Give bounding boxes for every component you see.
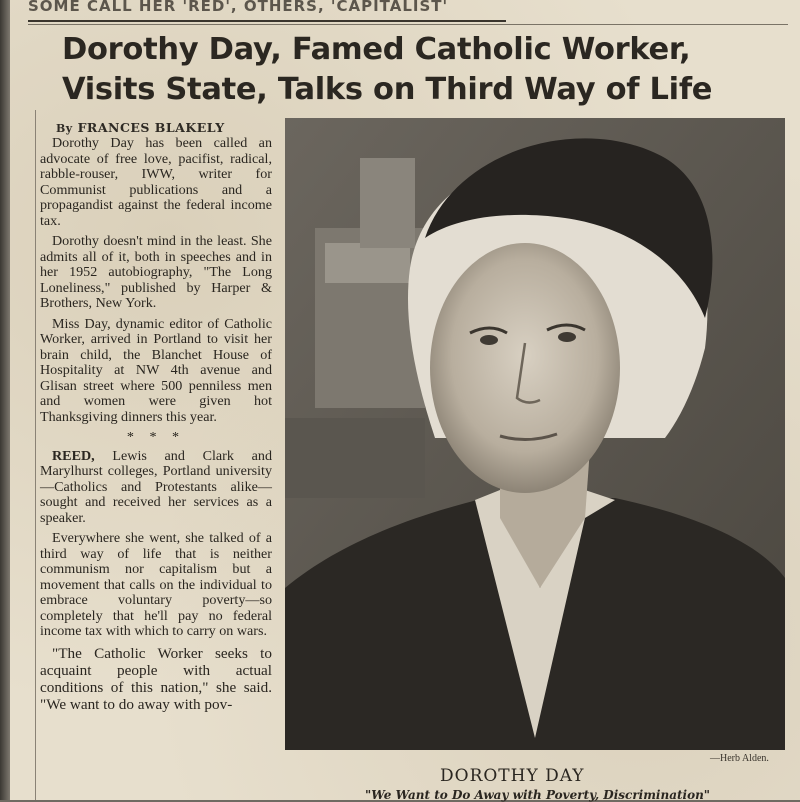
kicker-headline: SOME CALL HER 'RED', OTHERS, 'CAPITALIST' [28,0,506,22]
photo-subcaption: "We Want to Do Away with Poverty, Discrimination" [365,788,711,802]
photo-caption: DOROTHY DAY [440,766,585,786]
byline-author: FRANCES BLAKELY [77,120,225,135]
paragraph-4-text: Lewis and Clark and Marylhurst colleges, Portland university—Catholics and Protestants alike—sought and received her services as a speaker. [40,447,272,526]
headline-line-2: Visits State, Talks on Third Way of Life [62,72,713,107]
column-rule [35,110,36,800]
byline [56,120,225,135]
paragraph-4-lead: REED, [52,447,95,464]
headline [62,30,762,110]
top-rule [28,24,788,25]
headline-line-1: Dorothy Day, Famed Catholic Worker, [62,32,691,67]
portrait-photo [285,118,785,750]
paragraph-1: Dorothy Day has been called an advocate of free love, pacifist, radical, rabble-rouser, IWW, writer for Communist publications and a propagandist against the federal income tax. [40,135,272,229]
section-separator: * * * [126,429,186,445]
article-body [40,136,272,718]
paragraph-6: "The Catholic Worker seeks to acquaint people with actual conditions of this nation," she said. "We want to do away with pov- [40,644,272,713]
photo-credit: —Herb Alden. [710,753,769,764]
paragraph-4 [40,449,272,527]
paragraph-5: Everywhere she went, she talked of a third way of life that is neither communism nor capitalism but a movement that calls on the individual to embrace voluntary poverty—so completely that he'll pay no federal income tax with which to carry on wars. [40,530,272,639]
portrait-image [285,118,785,750]
byline-prefix: By [56,122,73,135]
newspaper-clipping [10,0,800,800]
paragraph-3: Miss Day, dynamic editor of Catholic Worker, arrived in Portland to visit her brain child, the Blanchet House of Hospitality at NW 4th avenue and Glisan street where 500 penniless men and women were given hot Thanksgiving dinners this year. [40,315,272,425]
paragraph-2: Dorothy doesn't mind in the least. She admits all of it, both in speeches and in her 1952 autobiography, "The Long Loneliness," published by Harper & Brothers, New York. [40,233,272,311]
